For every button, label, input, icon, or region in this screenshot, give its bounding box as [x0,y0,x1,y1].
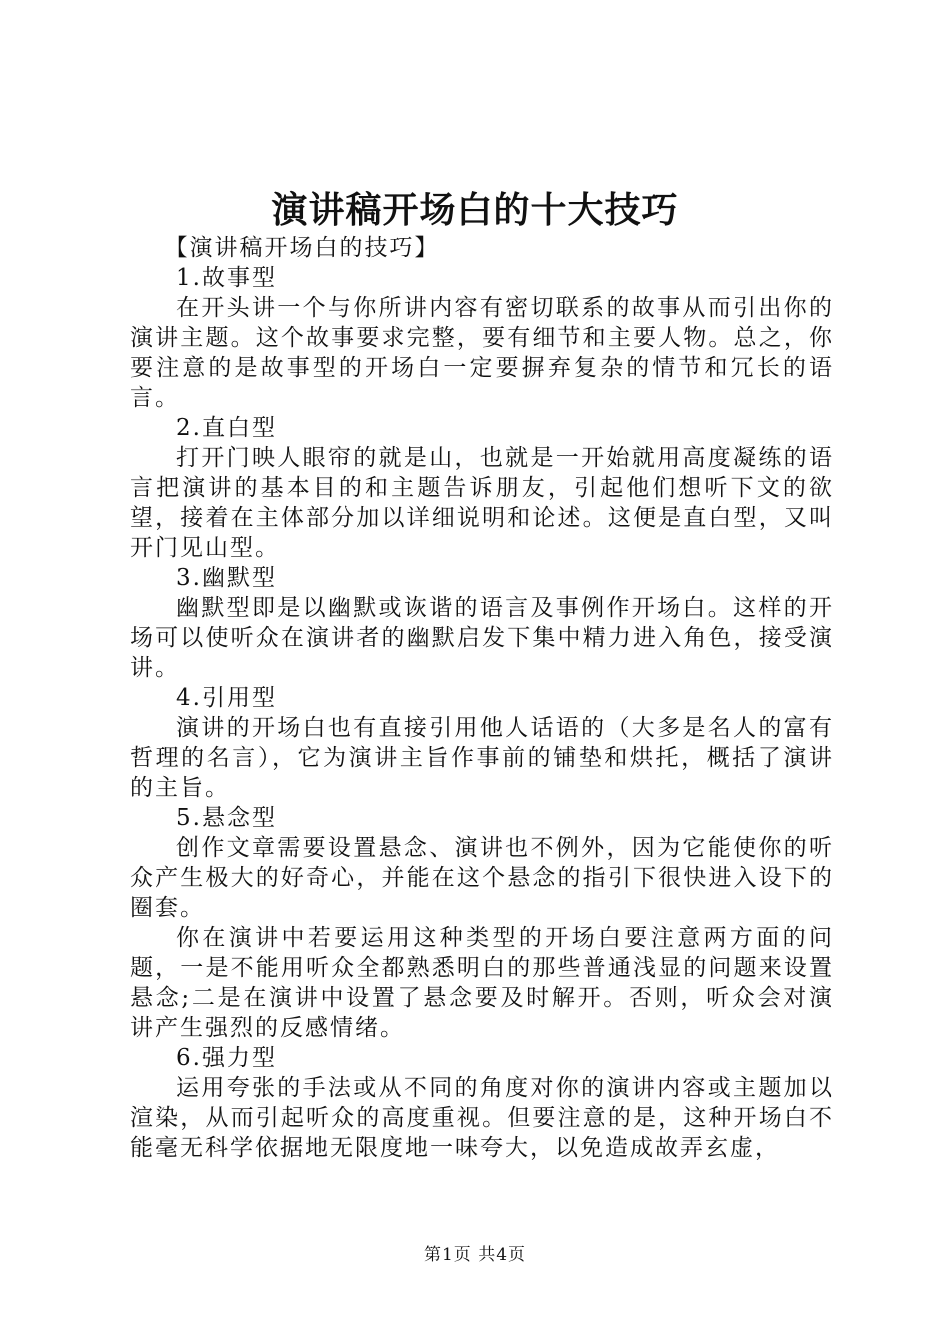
section-heading-5: 5.悬念型 [176,805,277,831]
document-body [130,233,834,1163]
section-paragraph-6-1: 运用夸张的手法或从不同的角度对你的演讲内容或主题加以渲染，从而引起听众的高度重视。但要注意的是，这种开场白不能毫无科学依据地无限度地一味夸大，以免造成故弄玄虚， [130,1075,834,1161]
section-paragraph-2-1: 打开门映人眼帘的就是山，也就是一开始就用高度凝练的语言把演讲的基本目的和主题告诉朋友，引起他们想听下文的欲望，接着在主体部分加以详细说明和论述。这便是直白型，又叫开门见山型。 [130,445,834,561]
section-heading-3: 3.幽默型 [176,565,277,591]
section-heading-2: 2.直白型 [176,415,277,441]
intro-line: 【演讲稿开场白的技巧】 [164,235,440,261]
page-number-footer: 第1页 共4页 [423,1245,527,1265]
section-paragraph-5-2: 你在演讲中若要运用这种类型的开场白要注意两方面的问题，一是不能用听众全都熟悉明白的那些普通浅显的问题来设置悬念;二是在演讲中设置了悬念要及时解开。否则，听众会对演讲产生强烈的反感情绪。 [130,925,834,1041]
section-heading-1: 1.故事型 [176,265,277,291]
document-title: 演讲稿开场白的十大技巧 [271,189,679,231]
section-paragraph-1-1: 在开头讲一个与你所讲内容有密切联系的故事从而引出你的演讲主题。这个故事要求完整，要有细节和主要人物。总之，你要注意的是故事型的开场白一定要摒弃复杂的情节和冗长的语言。 [130,295,834,411]
section-paragraph-4-1: 演讲的开场白也有直接引用他人话语的（大多是名人的富有哲理的名言），它为演讲主旨作事前的铺垫和烘托，概括了演讲的主旨。 [130,715,834,801]
section-heading-6: 6.强力型 [176,1045,277,1071]
section-heading-4: 4.引用型 [176,685,277,711]
section-paragraph-5-1: 创作文章需要设置悬念、演讲也不例外，因为它能使你的听众产生极大的好奇心，并能在这个悬念的指引下很快进入设下的圈套。 [130,835,834,921]
section-paragraph-3-1: 幽默型即是以幽默或诙谐的语言及事例作开场白。这样的开场可以使听众在演讲者的幽默启发下集中精力进入角色，接受演讲。 [130,595,834,681]
